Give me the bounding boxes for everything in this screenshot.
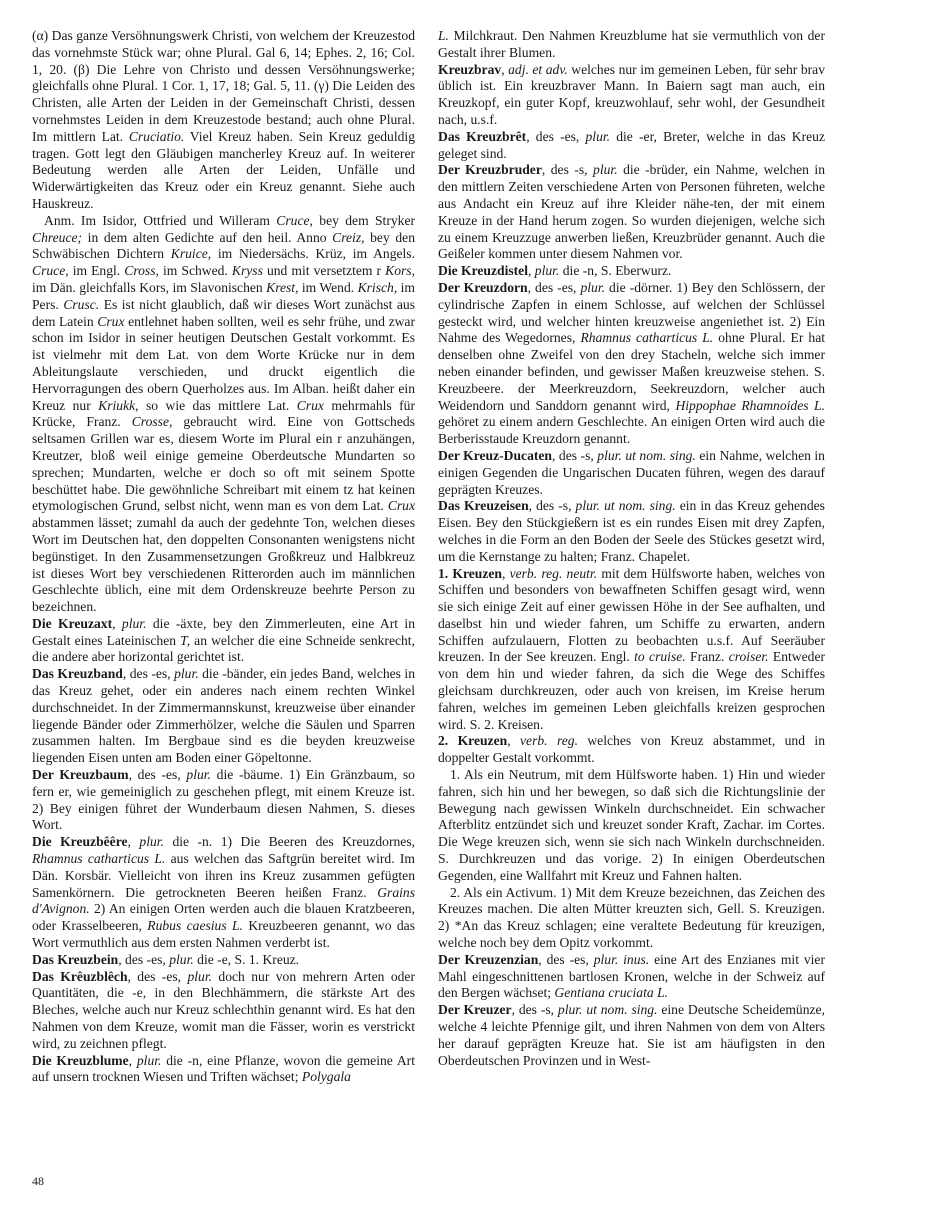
italic-term: Creiz, <box>332 229 365 245</box>
dictionary-entry <box>438 263 825 280</box>
entry-text: Franz. <box>685 649 729 665</box>
entry-text: ohne Plural. Er hat denselben ohne Zweifel von den drey Stacheln, welche sich immer neben einander befinden, und gewisser Maßen kreuzweise stehen. S. Kreuzbeere. der Meerkreuzdorn, Seekreuzdorn, welcher auch Weidendorn und Sanddorn genannt wird, <box>438 330 826 413</box>
italic-term: Cruciatio. <box>128 128 185 144</box>
entry-text: im Wend. <box>298 279 358 295</box>
entry-text: gehöret zu einem andern Geschlechte. An einigen Orten wird auch die Berberisstaude Kreuzdorn genannt. <box>438 414 825 447</box>
italic-term: plur. <box>593 162 618 178</box>
italic-term: plur. <box>186 767 211 783</box>
entry-text: , des -es, <box>538 951 594 967</box>
entry-text: gebraucht wird. Eine von Gottscheds seltsamen Grillen war es, diesem Worte im Plural ein r anzuhängen, Kreutzer, bloß weil einige gemeine Oberdeutsche Mundarten so sprechen; Mundarten, welche er doch so oft mit seinem Spotte beschüttet habe. Die gewöhnliche Schreibart mit einem tz hat keinen etymologischen Grund, selbst nicht, wenn man es von dem Lat. <box>32 414 415 514</box>
entry-text: welches nur im gemeinen Leben, für sehr brav üblich ist. Ein kreuzbraver Mann. In Baiern sagt man auch, ein Kreuzkopf, ein guter Kopf, kreuzwohlauf, sehr wohl, der Gesundheit nach, u.s.f. <box>438 61 826 127</box>
entry-text: im Schwed. <box>158 263 232 279</box>
italic-term: verb. reg. <box>520 733 578 749</box>
dictionary-entry <box>32 616 415 666</box>
entry-text: die -dörner. 1) Bey den Schlössern, der cylindrische Zapfen in einem Schlosse, auf welchen der Schlüssel gesteckt wird, und welcher hinten kreuzweise angeniethet ist. 2) Ein Nahme des Wegedornes, <box>438 279 825 346</box>
italic-term: plur. <box>139 834 164 850</box>
dictionary-entry <box>438 885 825 952</box>
italic-term: L. <box>438 28 449 43</box>
dictionary-entry <box>438 733 825 767</box>
entry-text: , des -es, <box>128 767 187 783</box>
headword: Kreuzbrav <box>438 61 502 77</box>
dictionary-entry <box>438 162 825 263</box>
entry-text: , <box>507 733 520 749</box>
entry-text: die -bäume. 1) Ein Gränzbaum, so fern er, wie gemeiniglich zu geschehen pflegt, mit einem Kreuze ist. 2) Bey einigen führet der Wunderbaum diesen Nahmen, S. dieses Wort. <box>32 767 415 833</box>
entry-text: welches von Kreuz abstammet, und in doppelter Gestalt vorkommt. <box>438 733 826 766</box>
italic-term: plur. <box>585 128 611 144</box>
italic-term: Kriukk, <box>98 397 139 413</box>
dictionary-entry <box>438 566 825 734</box>
entry-text: , <box>527 263 535 279</box>
italic-term: to cruise. <box>634 649 686 665</box>
entry-text: (α) Das ganze Versöhnungswerk Christi, von welchem der Kreuzestod das vornehmste Stück war; ohne Plural. Gal 6, 14; Ephes. 2, 16; Col. 1, 20. (β) Die Lehre von Christo und dessen Versöhnungswerke; gleichfalls ohne Plural. 1 Cor. 1, 17, 18; Gal. 5, 11. (γ) Die Leiden des Christen, alle Arten der Leiden in der Gemeinschaft Christi, dessen vornehmstes Leiden in dem Kreuzestode bestand; auch ohne Plural. Im mittlern Lat. <box>32 28 415 144</box>
italic-term: Hippophae Rhamnoides L. <box>675 397 826 413</box>
italic-term: plur. ut nom. sing. <box>575 498 676 514</box>
italic-term: Rhamnus catharticus L. <box>580 330 714 346</box>
italic-term: plur. <box>169 951 194 967</box>
headword: Das Kreuzbrêt <box>438 128 527 144</box>
italic-term: plur. <box>121 615 147 631</box>
dictionary-entry <box>438 952 825 1002</box>
left-column <box>32 28 415 1086</box>
headword: 1. Kreuzen <box>438 565 502 581</box>
entry-text: , <box>128 1052 137 1068</box>
italic-term: Crusc. <box>63 296 100 312</box>
dictionary-entry <box>438 62 825 129</box>
entry-text: 2) An einigen Orten werden auch die blauen Kratzbeeren, oder Krasselbeeren, <box>32 901 415 934</box>
headword: Die Kreuzblume <box>32 1052 129 1068</box>
italic-term: adj. et adv. <box>508 61 568 77</box>
italic-term: plur. <box>580 279 606 295</box>
entry-text: , des -es, <box>527 279 581 295</box>
headword: Der Kreuzenzian <box>438 951 539 967</box>
italic-term: T, <box>180 632 191 648</box>
italic-term: Grains d'Avignon. <box>32 884 415 917</box>
entry-text: , des -s, <box>552 447 598 463</box>
entry-text: an welcher die eine Schneide senkrecht, die andere aber horizontal gerichtet ist. <box>32 632 415 665</box>
entry-text: eine Deutsche Scheidemünze, welche 4 leichte Pfennige gilt, und ihren Nahmen von dem von Alters her darauf geprägten Kreuze hat. Sie ist am häufigsten in den Oberdeutschen Provinzen und in West- <box>438 1002 825 1068</box>
right-column <box>438 28 825 1069</box>
entry-text: Milchkraut. Den Nahmen Kreuzblume hat sie vermuthlich von der Gestalt ihrer Blumen. <box>438 28 825 60</box>
entry-text: die -n. 1) Die Beeren des Kreuzdornes, <box>163 834 416 850</box>
entry-text: die -n, S. Eberwurz. <box>559 263 672 279</box>
headword: Das Kreuzeisen <box>438 498 529 514</box>
entry-text: im Engl. <box>68 263 125 279</box>
italic-term: croiser. <box>728 649 769 665</box>
italic-term: Cruce, <box>276 212 313 228</box>
entry-text: , des -s, <box>541 162 594 178</box>
italic-term: plur. <box>534 263 560 279</box>
entry-text: die -n, eine Pflanze, wovon die gemeine Art auf unsern trocknen Wiesen und Triften wächset; <box>32 1052 415 1085</box>
entry-text: , des -es, <box>526 128 586 144</box>
entry-text: und mit versetztem r <box>262 263 386 279</box>
entry-text: abstammen lässet; zumahl da auch der gedehnte Ton, welchen dieses Wort im Deutschen hat, den doppelten Consonanten wenigstens nicht begünstiget. In den Zusammensetzungen Großkreuz und Halbkreuz ist dieses Wort bey verschiedenen Ritterorden auch im männlichen Geschlechte üblich, eine mit dem Ordenskreuze beehrte Person zu bezeichnen. <box>32 515 415 615</box>
dictionary-entry <box>438 28 825 62</box>
entry-text: die -brüder, ein Nahme, welchen in den mittlern Zeiten verschiedene Arten von Personen führeten, welche aus Andacht ein Kreuz auf ihre Kleider nähe-ten, der mit einem Kreuze in der Hand herum zogen. So wurden diejenigen, welche sich zu einem Kreuzzuge anwerben ließen, Kreuzbrüder genannt. Auch die Geißeler kommen unter diesem Nahmen vor. <box>438 162 826 262</box>
entry-text: , des -s, <box>528 498 576 514</box>
dictionary-entry <box>32 952 415 969</box>
headword: Der Kreuzbaum <box>32 767 129 783</box>
entry-text: die -er, Breter, welche in das Kreuz geleget sind. <box>438 128 825 161</box>
italic-term: Kruice, <box>170 246 212 262</box>
italic-term: Kryss <box>231 263 263 279</box>
italic-term: Cross, <box>124 263 159 279</box>
headword: Das Krêuzblêch <box>32 968 128 984</box>
entry-text: , des -s, <box>511 1002 558 1018</box>
dictionary-entry <box>32 28 415 213</box>
headword: Der Kreuz-Ducaten <box>438 447 552 463</box>
italic-term: plur. <box>174 666 199 682</box>
italic-term: Crux <box>97 313 125 329</box>
entry-text: in dem alten Gedichte auf den heil. Anno <box>82 229 333 245</box>
italic-term: Chreuce; <box>32 229 83 245</box>
italic-term: Kors, <box>385 263 415 279</box>
entry-text: , des -es, <box>127 968 188 984</box>
entry-text: , <box>112 615 122 631</box>
entry-text: , <box>501 61 509 77</box>
italic-term: Rubus caesius L. <box>147 918 243 934</box>
entry-text: aus welchen das Saftgrün bereitet wird. Im Dän. Korsbär. Vielleicht von ihren ins Kreuz zusammen gefügten Samenkörnern. Die getrockneten Beeren heißen Franz. <box>32 851 415 900</box>
dictionary-entry <box>32 213 415 616</box>
italic-term: Rhamnus catharticus L. <box>32 851 166 867</box>
dictionary-entry <box>438 129 825 163</box>
headword: Der Kreuzbruder <box>438 162 542 178</box>
dictionary-entry <box>32 767 415 834</box>
entry-text: so wie das mittlere Lat. <box>138 397 297 413</box>
italic-term: plur. ut nom. sing. <box>597 447 696 463</box>
entry-text: mit dem Hülfsworte haben, welches von Schiffen und besonders von bewaffneten Schiffen gesagt wird, wenn sie sich einige Zeit auf einer gewissen Höhe in der See aufhalten, und daselbst hin und wieder fahren, um Schiffe zu erwarten, andern Schiffen aufzulauern, Flotten zu beobachten u.s.f. Auf Seeräuber kreuzen. In der See kreuzen. Engl. <box>438 565 826 665</box>
entry-text: Entweder von dem hin und wieder fahren, da sich die Wege des Schiffes gleichsam durchkreuzen, oder auch von kreisen, im Kreise herum fahren, welches im gemeinen Leben gleichfalls kreizen gesprochen wird. S. 2. Kreisen. <box>438 649 826 732</box>
entry-text: im Pers. <box>32 279 415 312</box>
entry-text: doch nur von mehrern Arten oder Quantitäten, die -e, in den Blechhämmern, die stärkste Art des Bleches, welche auch nur Kreuz schlechthin genannt wird. Es hat den Nahmen von dem Kreuze, womit man die Fässer, worin es verstrickt wird, zu zeichnen pflegt. <box>32 968 415 1051</box>
entry-text: , <box>127 834 140 850</box>
entry-text: im Dän. gleichfalls Kors, im Slavonischen <box>32 279 267 295</box>
entry-text: eine Art des Enzianes mit vier Mahl eingeschnittenen bartlosen Kronen, welche in der Schweiz auf den Bergen wächset; <box>438 951 825 1001</box>
italic-term: Crux <box>387 498 415 514</box>
headword: Das Kreuzband <box>32 666 123 682</box>
entry-text: ein Nahme, welchen in einigen Gegenden die Ungarischen Ducaten führen, wegen des darauf geprägten Kreuzes. <box>438 447 825 497</box>
italic-term: verb. reg. neutr. <box>509 565 598 581</box>
entry-text: entlehnet haben sollten, weil es sehr frühe, und zwar schon im Isidor in seiner heutigen Deutschen Gestalt vorkommt. Es ist vielmehr mit dem Lat. von dem Worte Krücke nur in dem Ableitungslaute verschieden, und druckt eigentlich die Hervorragungen des obern Querholzes aus. Im Alban. heißt daher ein Kreuz nur <box>32 313 415 413</box>
headword: Die Kreuzbêêre <box>32 834 128 850</box>
entry-text: 2. Als ein Activum. 1) Mit dem Kreuze bezeichnen, das Zeichen des Kreuzes machen. Die alten Mütter kreuzten sich, Gell. S. Kreuzigen. 2) *An das Kreuz schlagen; eine veraltete Bedeutung für kreuzigen, welche noch bey dem Opitz vorkommt. <box>438 884 825 951</box>
dictionary-entry <box>32 834 415 952</box>
headword: Das Kreuzbein <box>32 951 119 967</box>
italic-term: plur. <box>136 1052 162 1068</box>
dictionary-entry <box>438 767 825 885</box>
entry-text: bey dem Stryker <box>312 212 416 228</box>
entry-text: Viel Kreuz haben. Sein Kreuz geduldig tragen. Gott legt den Gläubigen mancherley Kreuz auf. In weiterer Bedeutung werden alle Arten der Leiden, Unfälle und Widerwärtigkeiten das Kreuz oder ein Kreuz genannt. Siehe auch Hauskreuz. <box>32 128 415 211</box>
dictionary-entry <box>438 280 825 448</box>
italic-term: Gentiana cruciata L. <box>554 985 669 1001</box>
entry-text: Anm. Im Isidor, Ottfried und Willeram <box>44 212 277 228</box>
dictionary-entry <box>32 1053 415 1087</box>
dictionary-entry <box>32 666 415 767</box>
entry-text: die -e, S. 1. Kreuz. <box>193 951 300 967</box>
entry-text: ein in das Kreuz gehendes Eisen. Bey den Stückgießern ist es ein rundes Eisen mit drey Zapfen, welches in die Form an den Boden der Seele des Stückes gesetzt wird, um die Kernstange zu halten; Franz. Chapelet. <box>438 498 825 564</box>
entry-text: bey den Schwäbischen Dichtern <box>32 229 415 262</box>
italic-term: plur. inus. <box>593 951 650 967</box>
headword: Die Kreuzdistel <box>438 263 528 279</box>
italic-term: plur. <box>187 968 213 984</box>
entry-text: die -äxte, bey den Zimmerleuten, eine Art in Gestalt eines Lateinischen <box>32 615 415 648</box>
italic-term: Krisch, <box>357 279 398 295</box>
italic-term: Crosse, <box>131 414 173 430</box>
headword: 2. Kreuzen <box>438 733 508 749</box>
italic-term: plur. ut nom. sing. <box>557 1002 658 1018</box>
headword: Der Kreuzdorn <box>438 279 528 295</box>
dictionary-entry <box>32 969 415 1053</box>
dictionary-entry <box>438 1002 825 1069</box>
entry-text: , des -es, <box>122 666 175 682</box>
italic-term: Crux <box>296 397 324 413</box>
italic-term: Krest, <box>266 279 299 295</box>
dictionary-entry <box>438 448 825 498</box>
entry-text: 1. Als ein Neutrum, mit dem Hülfsworte haben. 1) Hin und wieder fahren, sich hin und her bewegen, so daß sich die Richtungslinie der Bewegung nach gewissen Winkeln durchschneidet. Ein schwacher Afterblitz entzündet sich und kreuzet sonder Kraft, Zachar. im Cortes. Die Wege kreuzen sich, wenn sie sich nach Winkeln durchschneiden. S. Durchkreuzen und das vorige. 2) In einigen Oberdeutschen Gegenden, eine Wallfahrt mit Kreuz und Fahnen halten. <box>438 767 825 883</box>
headword: Der Kreuzer <box>438 1002 512 1018</box>
entry-text: , <box>501 565 510 581</box>
entry-text: , des -es, <box>118 951 170 967</box>
entry-text: Es ist nicht glaublich, daß wir dieses Wort zunächst aus dem Latein <box>32 296 415 329</box>
entry-text: die -bänder, ein jedes Band, welches in das Kreuz gehet, oder ein anderes nach einem rechten Winkel durchschneidet. In der Zimmermannskunst, kreuzweise über einander liegende Bänder oder Zimmerhölzer, welche die Säulen und Sparren zusammen halten. Im Bergbaue sind es die beyden kreuzweise liegenden Eisen unten am Boden einer Göpeltonne. <box>32 666 416 766</box>
entry-text: im Niedersächs. Krüz, im Angels. <box>211 246 415 262</box>
dictionary-entry <box>438 498 825 565</box>
page-number: 48 <box>32 1174 44 1188</box>
italic-term: Cruce, <box>32 263 69 279</box>
italic-term: Polygala <box>301 1069 351 1085</box>
headword: Die Kreuzaxt <box>32 615 113 631</box>
entry-text: Kreuzbeeren genannt, wo das Wort vermuthlich aus dem ersten Nahmen verderbt ist. <box>32 918 415 951</box>
entry-text: mehrmahls für Krücke, Franz. <box>32 397 415 430</box>
